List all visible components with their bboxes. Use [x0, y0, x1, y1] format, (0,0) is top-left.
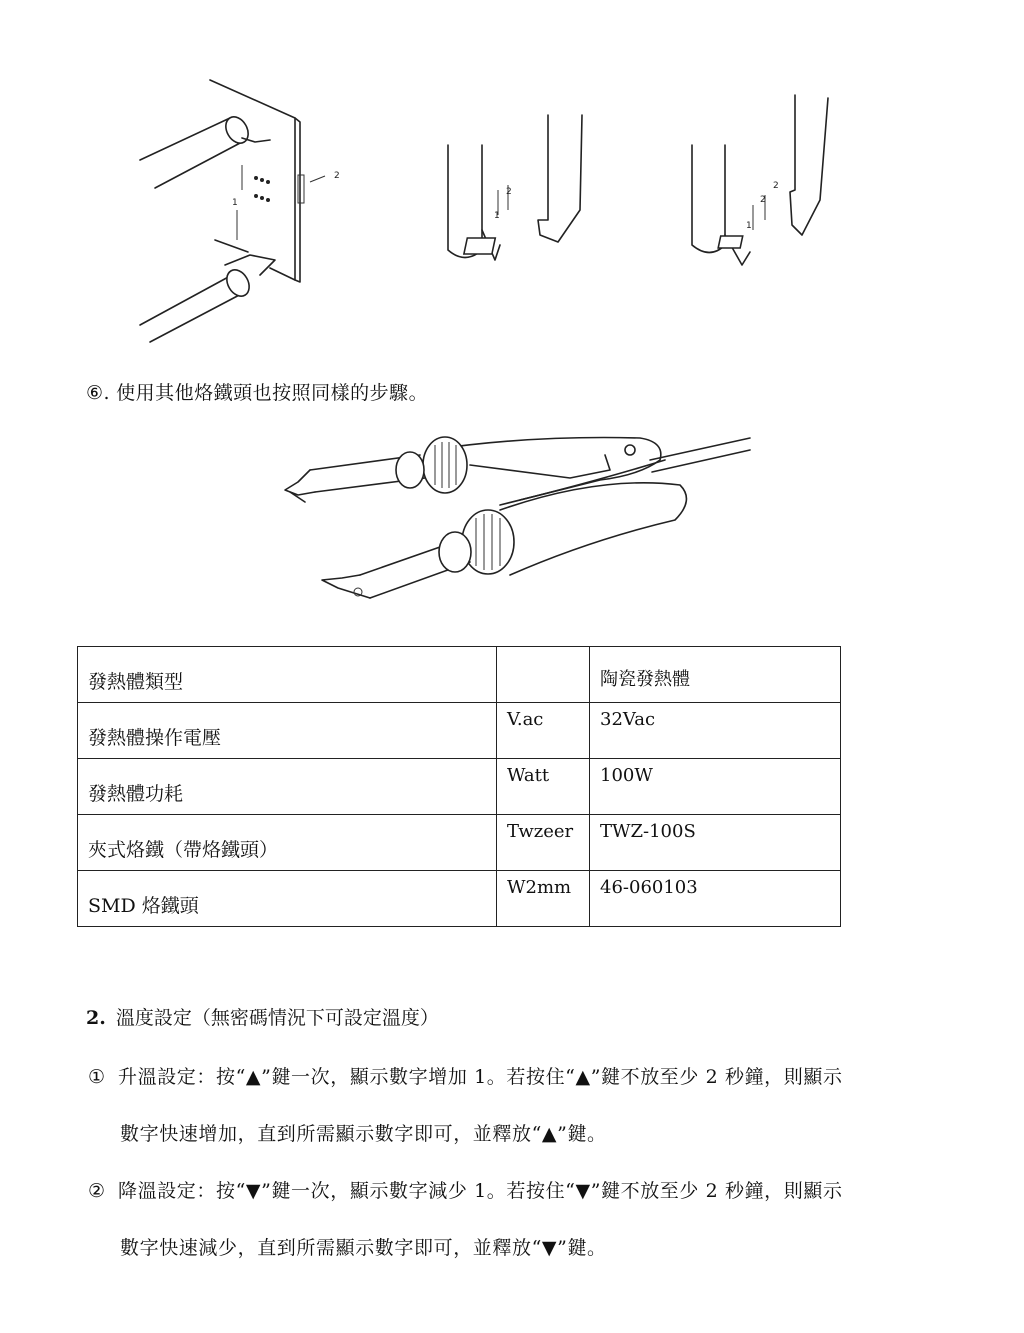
table-cell-item: 發熱體操作電壓	[78, 703, 497, 759]
table-cell-unit	[497, 647, 590, 703]
table-cell-item: 發熱體類型	[78, 647, 497, 703]
table-cell-value: 陶瓷發熱體	[590, 647, 841, 703]
section-2-number: 2.	[86, 1007, 106, 1029]
temp-up-instruction	[88, 1062, 843, 1089]
table-row	[78, 759, 841, 815]
table-cell-value: 46-060103	[590, 871, 841, 927]
table-cell-unit: W2mm	[497, 871, 590, 927]
item-2-line-1: 降溫設定：按“▼”鍵一次，顯示數字減少 1。若按住“▼”鍵不放至少 2 秒鐘，則顯示	[118, 1180, 843, 1202]
table-cell-item: 發熱體功耗	[78, 759, 497, 815]
table-row	[78, 647, 841, 703]
section-2-title: 溫度設定（無密碼情況下可設定溫度）	[115, 1007, 439, 1029]
step-6-text: 使用其他烙鐵頭也按照同樣的步驟。	[116, 382, 429, 404]
table-cell-value: 100W	[590, 759, 841, 815]
figure-label-2: 2	[506, 187, 512, 197]
item-2-number: ②	[88, 1180, 106, 1202]
heater-spec-table	[77, 646, 841, 927]
table-row	[78, 703, 841, 759]
table-cell-unit: Twzeer	[497, 815, 590, 871]
figure-label-2: 2	[773, 181, 779, 191]
table-cell-value: 32Vac	[590, 703, 841, 759]
temp-up-instruction-cont	[120, 1119, 607, 1146]
table-cell-unit: Watt	[497, 759, 590, 815]
figure-label-1: 1	[494, 211, 500, 221]
item-2-line-2: 數字快速減少，直到所需顯示數字即可，並釋放“▼”鍵。	[120, 1237, 607, 1259]
figure-label-1: 1	[746, 221, 752, 231]
item-1-number: ①	[88, 1066, 106, 1088]
table-row	[78, 815, 841, 871]
tip-installation-figure	[120, 70, 860, 355]
item-1-line-1: 升溫設定：按“▲”鍵一次，顯示數字增加 1。若按住“▲”鍵不放至少 2 秒鐘，則顯示	[118, 1066, 843, 1088]
station-panel-drawing	[140, 80, 340, 342]
table-row	[78, 871, 841, 927]
table-cell-item: 夾式烙鐵（帶烙鐵頭）	[78, 815, 497, 871]
tweezer-tips-small-chip-drawing	[692, 95, 828, 265]
tweezer-tips-chip-drawing	[448, 115, 582, 260]
table-cell-item: SMD 烙鐵頭	[78, 871, 497, 927]
figure-label-1: 1	[232, 198, 238, 208]
figure-label-2: 2	[760, 195, 766, 205]
step-6-number: ⑥.	[86, 382, 111, 404]
table-cell-unit: V.ac	[497, 703, 590, 759]
section-2-heading	[86, 1003, 439, 1030]
temp-down-instruction-cont	[120, 1233, 607, 1260]
figure-label-2: 2	[334, 171, 340, 181]
tweezer-iron-figure	[270, 430, 760, 610]
item-1-line-2: 數字快速增加，直到所需顯示數字即可，並釋放“▲”鍵。	[120, 1123, 607, 1145]
step-6-instruction	[86, 378, 428, 405]
temp-down-instruction	[88, 1176, 843, 1203]
table-cell-value: TWZ-100S	[590, 815, 841, 871]
